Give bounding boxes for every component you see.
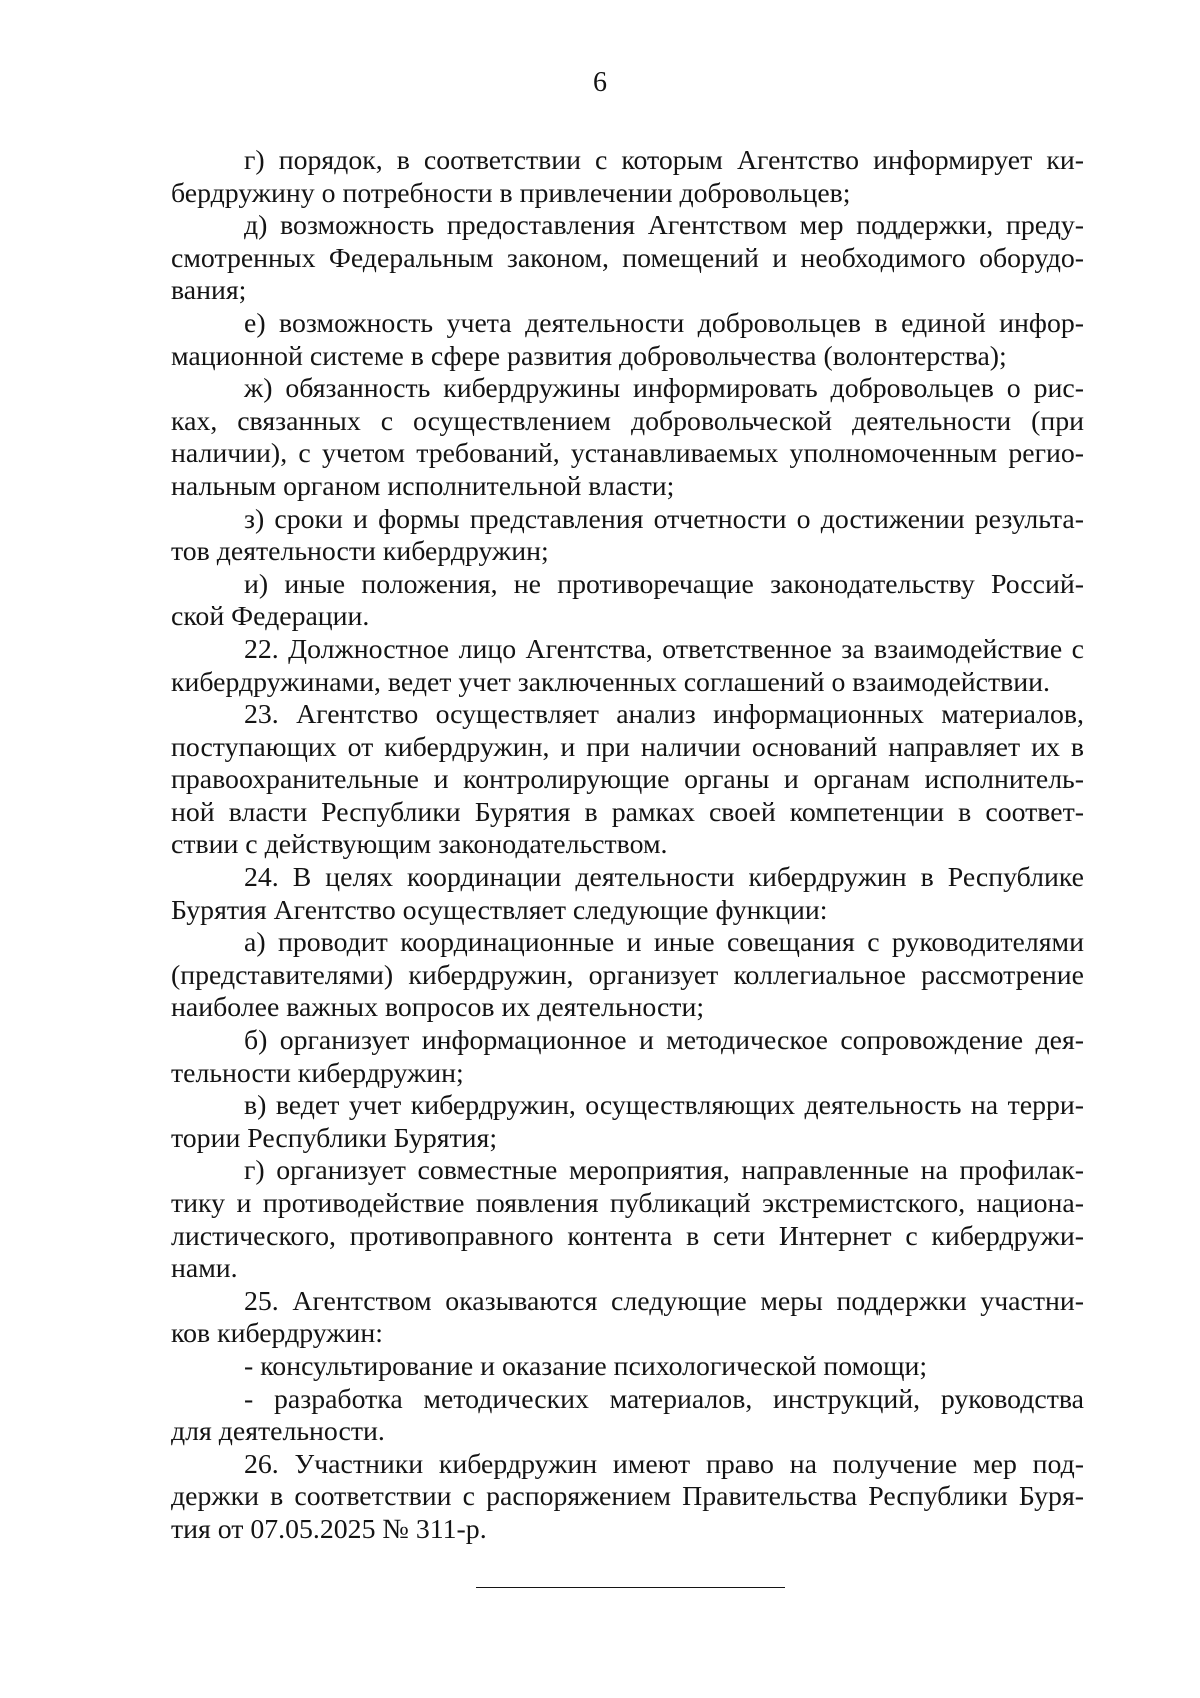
text-line: д) возможность предоставления Агентством мер поддержки, преду-	[244, 210, 1084, 242]
paragraph	[171, 210, 1084, 308]
text-line: наиболее важных вопросов их деятельности;	[171, 992, 705, 1024]
paragraph	[171, 862, 1084, 927]
text-line: 25. Агентством оказываются следующие меры поддержки участни-	[244, 1285, 1084, 1317]
paragraph	[171, 1090, 1084, 1155]
text-line: 26. Участники кибердружин имеют право на получение мер под-	[244, 1448, 1084, 1480]
text-line: в) ведет учет кибердружин, осуществляющих деятельность на терри-	[244, 1090, 1084, 1122]
text-line: кибердружинами, ведет учет заключенных соглашений о взаимодействии.	[171, 666, 1050, 698]
paragraph	[171, 145, 1084, 210]
text-line: вания;	[171, 275, 247, 307]
text-line: ков кибердружин:	[171, 1318, 383, 1350]
text-line: (представителями) кибердружин, организует коллегиальное рассмотрение	[171, 959, 1084, 991]
paragraph	[171, 1025, 1084, 1090]
text-line: для деятельности.	[171, 1416, 385, 1448]
document-body	[171, 145, 1084, 1547]
paragraph	[171, 634, 1084, 699]
closing-separator-line	[476, 1587, 785, 1588]
paragraph	[171, 1384, 1084, 1449]
paragraph	[171, 373, 1084, 503]
text-line: 24. В целях координации деятельности кибердружин в Республике	[244, 862, 1084, 894]
text-line: г) порядок, в соответствии с которым Агентство информирует ки-	[244, 145, 1084, 176]
text-line: е) возможность учета деятельности добровольцев в единой инфор-	[244, 307, 1084, 339]
text-line: а) проводит координационные и иные совещания с руководителями	[244, 927, 1084, 959]
text-line: з) сроки и формы представления отчетности о достижении результа-	[244, 503, 1084, 535]
text-line: правоохранительные и контролирующие органы и органам исполнитель-	[171, 764, 1084, 796]
paragraph	[171, 569, 1084, 634]
text-line: тов деятельности кибердружин;	[171, 536, 549, 568]
text-line: наличии), с учетом требований, устанавливаемых уполномоченным регио-	[171, 438, 1084, 470]
text-line: тия от 07.05.2025 № 311-р.	[171, 1513, 487, 1545]
text-line: б) организует информационное и методическое сопровождение дея-	[244, 1025, 1084, 1057]
page-number: 6	[593, 67, 607, 98]
text-line: - разработка методических материалов, инструкций, руководства	[244, 1383, 1084, 1415]
text-line: держки в соответствии с распоряжением Правительства Республики Буря-	[171, 1481, 1084, 1513]
paragraph	[171, 1449, 1084, 1547]
paragraph	[171, 504, 1084, 569]
text-line: г) организует совместные мероприятия, направленные на профилак-	[244, 1155, 1084, 1187]
text-line: мационной системе в сфере развития добровольчества (волонтерства);	[171, 340, 1007, 372]
text-line: тории Республики Бурятия;	[171, 1122, 498, 1154]
text-line: бердружину о потребности в привлечении добровольцев;	[171, 177, 851, 209]
text-line: 23. Агентство осуществляет анализ информационных материалов,	[244, 699, 1084, 731]
text-line: листического, противоправного контента в сети Интернет с кибердружи-	[171, 1220, 1084, 1252]
text-line: ках, связанных с осуществлением добровольческой деятельности (при	[171, 405, 1084, 437]
text-line: ствии с действующим законодательством.	[171, 829, 668, 861]
text-line: поступающих от кибердружин, и при наличии оснований направляет их в	[171, 731, 1084, 763]
paragraph	[171, 1286, 1084, 1351]
text-line: и) иные положения, не противоречащие законодательству Россий-	[244, 568, 1084, 600]
text-line: нами.	[171, 1253, 238, 1285]
paragraph	[171, 699, 1084, 862]
text-line: нальным органом исполнительной власти;	[171, 470, 675, 502]
text-line: тику и противодействие появления публикаций экстремистского, национа-	[171, 1188, 1084, 1219]
text-line: Бурятия Агентство осуществляет следующие функции:	[171, 894, 828, 926]
paragraph	[171, 927, 1084, 1025]
paragraph	[171, 308, 1084, 373]
text-line: 22. Должностное лицо Агентства, ответственное за взаимодействие с	[244, 633, 1084, 665]
text-line: - консультирование и оказание психологической помощи;	[244, 1350, 928, 1382]
text-line: ж) обязанность кибердружины информировать добровольцев о рис-	[244, 373, 1084, 405]
text-line: тельности кибердружин;	[171, 1057, 464, 1089]
paragraph	[171, 1155, 1084, 1285]
paragraph	[171, 1351, 1084, 1384]
text-line: смотренных Федеральным законом, помещений и необходимого оборудо-	[171, 242, 1084, 274]
text-line: ной власти Республики Бурятия в рамках своей компетенции в соответ-	[171, 796, 1084, 828]
text-line: ской Федерации.	[171, 601, 370, 633]
